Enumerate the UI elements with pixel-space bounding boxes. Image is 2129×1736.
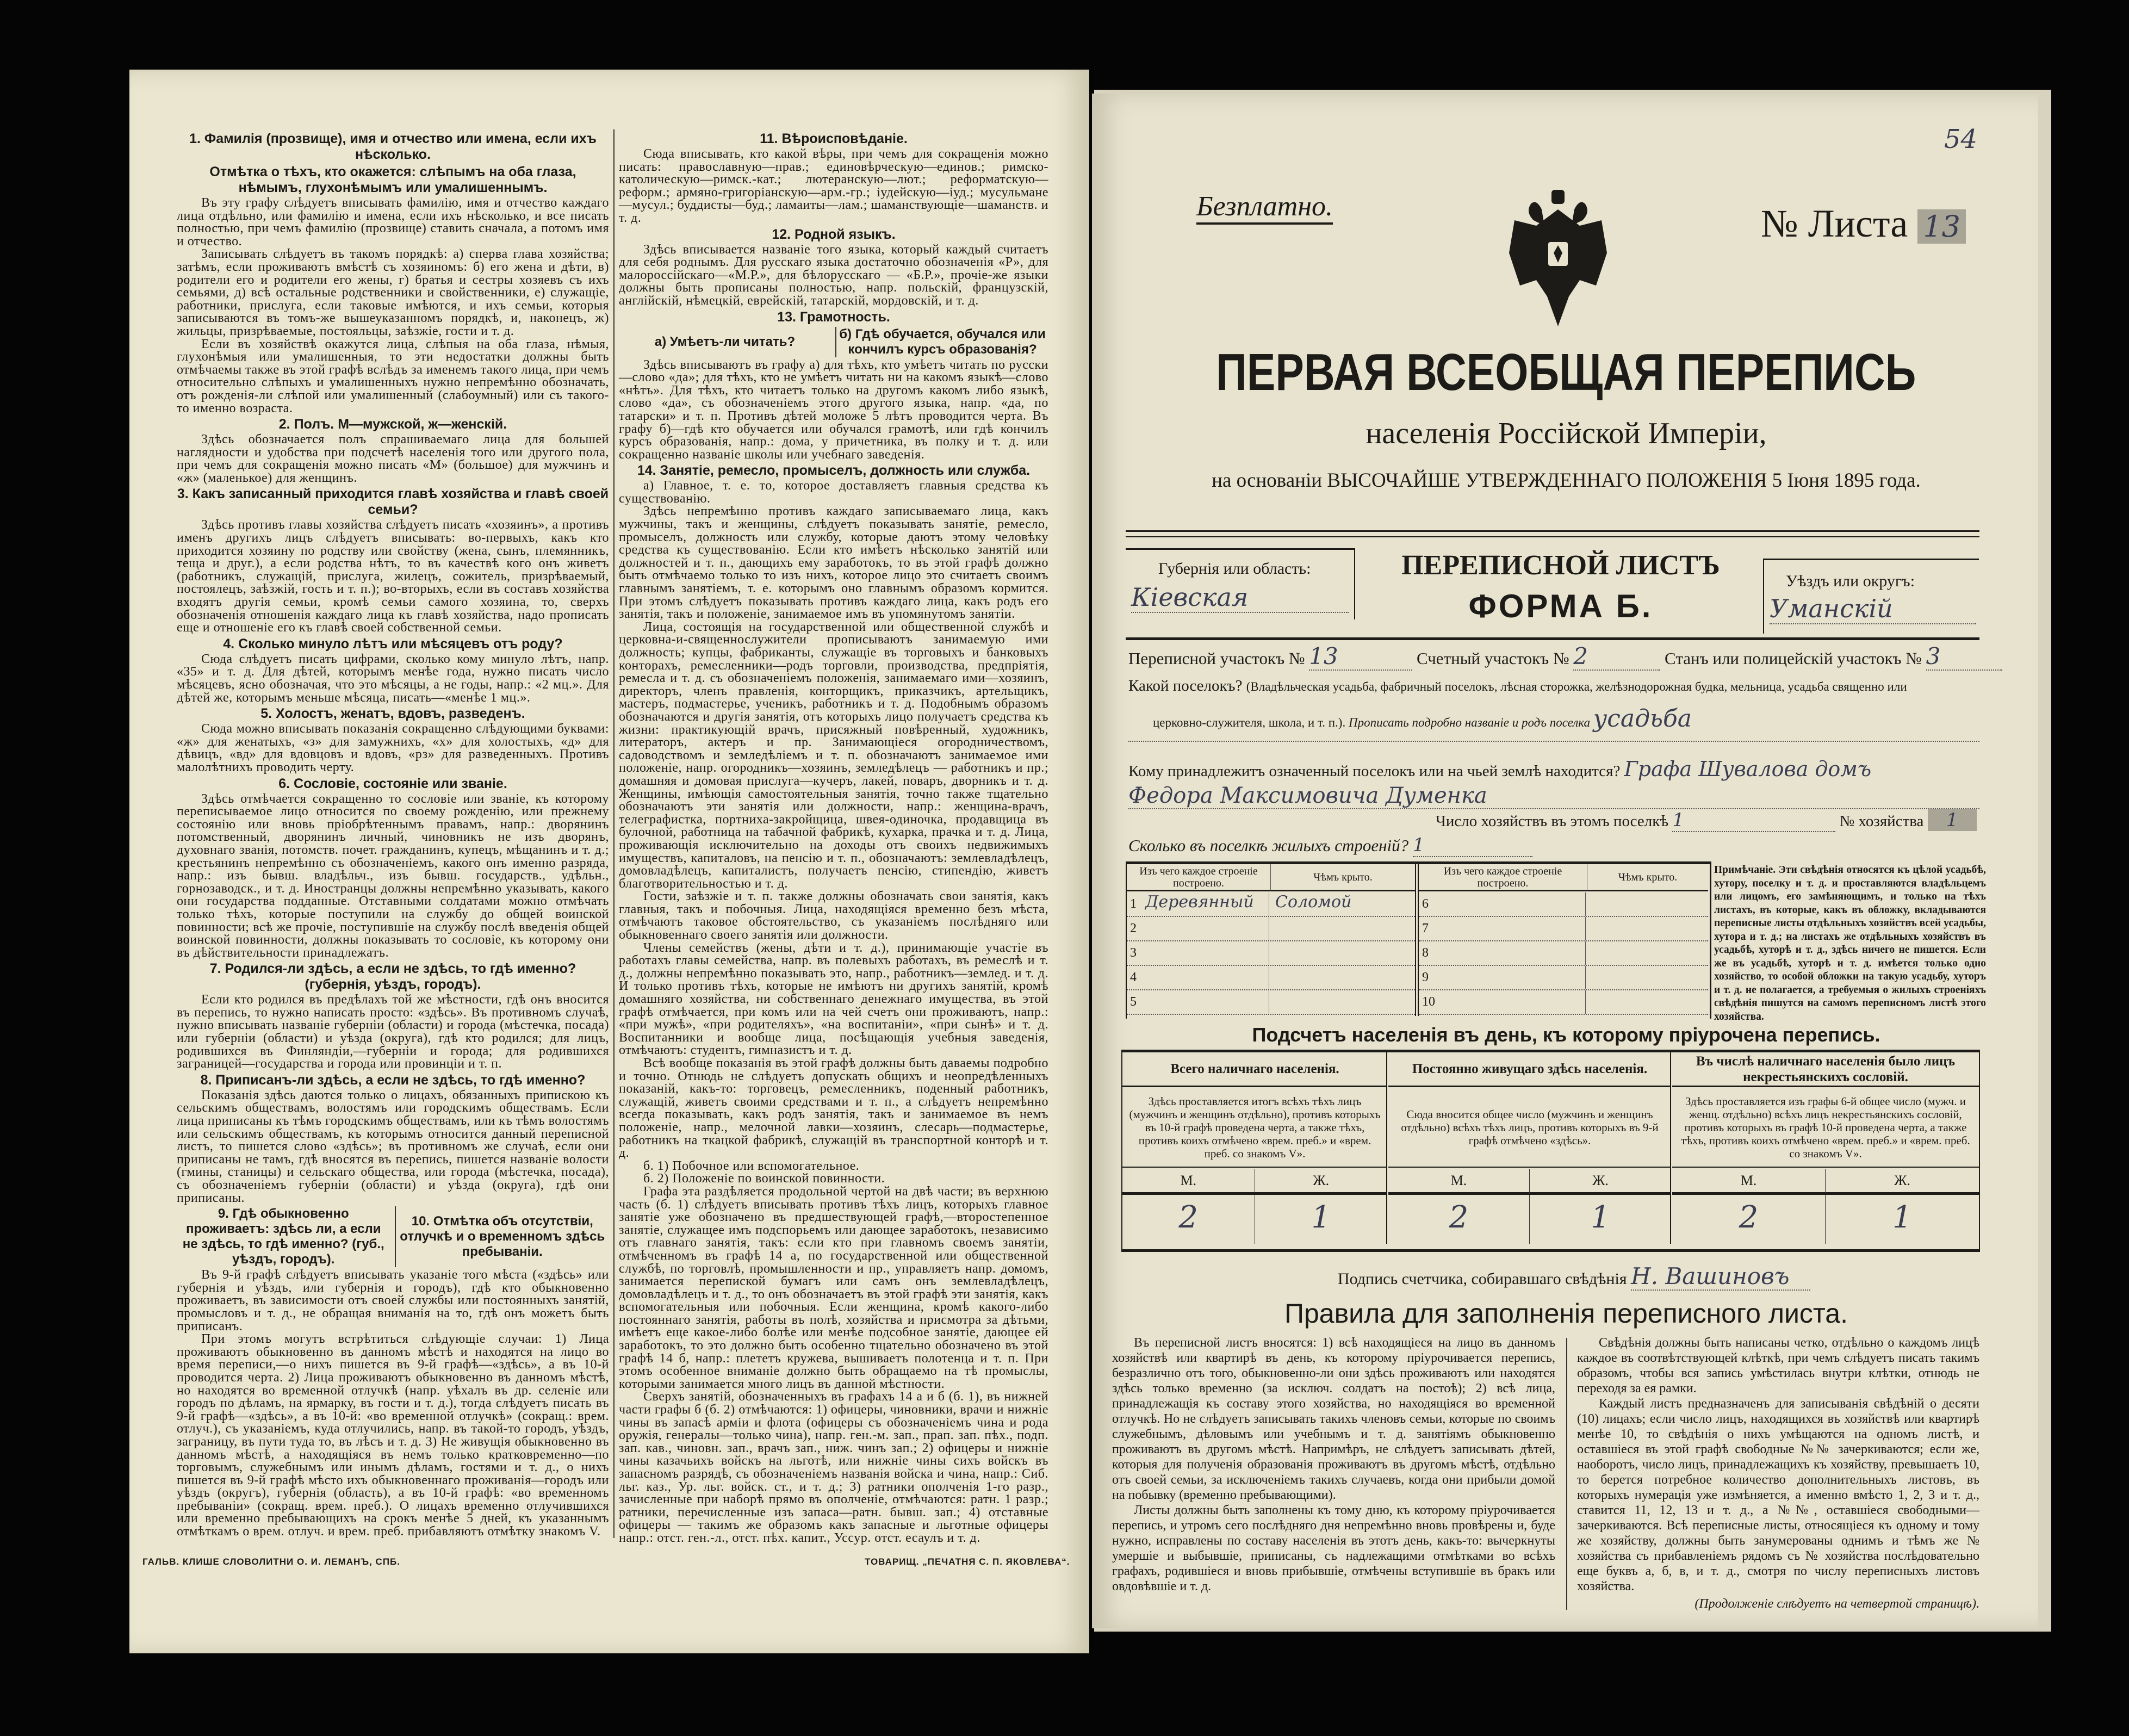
count-column-description: Здѣсь проставляется изъ графы 6-й общее число (мужч. и женщ. отдѣльно) всѣхъ лицъ некрестьянскихъ сословій, противъ которыхъ въ графѣ 10-й проведена черта, а также тѣхъ, противъ коихъ отмѣчено «врем. преб.» и «врем. преб. со знакомъ V». — [1672, 1088, 1979, 1168]
female-label: Ж. — [1530, 1169, 1671, 1195]
instruction-paragraph: Въ эту графу слѣдуетъ вписывать фамилію, имя и отчество каждаго лица отдѣльно, или фамилію и имена, если ихъ нѣсколько, и все писать полностью, при чемъ фамилію (прозвище) ставить сначала, а потомъ имя и отчество. — [177, 196, 609, 249]
instruction-paragraph: Всѣ вообще показанія въ этой графѣ должны быть даваемы подробно и точно. Отнюдь не слѣдуетъ допускать общихъ и неопредѣленныхъ показаній, какъ-то: торговецъ, ремесленникъ, поденный работникъ, служащій, живетъ своими средствами и т. п., а слѣдуетъ непремѣнно всегда показывать, какъ родъ занятія, такъ и занимаемое въ немъ положеніе, напр., мелочной лавки—хозяинъ, слесарь—подмастерье, работникъ на ткацкой фабрикѣ, служащій въ транспортной конторѣ и т. д. — [619, 1056, 1048, 1161]
header-roof: Чѣмъ крыто. — [1271, 864, 1415, 891]
split-section-heading — [619, 327, 1048, 357]
signature-label: Подпись счетчика, собиравшаго свѣдѣнія — [1338, 1270, 1627, 1288]
settlement-hint: (Владѣльческая усадьба, фабричный поселокъ, лѣсная сторожка, желѣзнодорожная будка, мельница, усадьба священно или — [1246, 680, 1907, 693]
building-row — [1127, 892, 1415, 917]
building-row — [1419, 892, 1708, 917]
building-row — [1419, 941, 1708, 966]
split-section-heading — [177, 1206, 609, 1267]
owner-value-1[interactable]: Графа Шувалова домъ — [1624, 757, 1872, 781]
owner-label: Кому принадлежитъ означенный поселокъ или на чьей землѣ находится? — [1128, 762, 1621, 780]
section-heading: 8. Приписанъ-ли здѣсь, а если не здѣсь, то гдѣ именно? — [200, 1072, 586, 1088]
female-count[interactable]: 1 — [1311, 1200, 1331, 1235]
title-wrap — [1088, 343, 2045, 402]
count-column-description: Здѣсь проставляется итогъ всѣхъ тѣхъ лицъ (мужчинъ и женщинъ отдѣльно), противъ которыхъ въ 10-й графѣ проведена черта, а также тѣхъ, противъ коихъ отмѣчено «врем. преб.» и «врем. преб. со знакомъ V». — [1122, 1088, 1387, 1168]
building-row — [1127, 917, 1415, 941]
material-field[interactable] — [1437, 892, 1586, 916]
rules-title: Правила для заполненія переписного листа. — [1284, 1298, 1848, 1329]
instruction-paragraph: Въ 9-й графѣ слѣдуетъ вписывать указаніе того мѣста («здѣсь» или губернія и уѣздъ, или губернія и городъ), гдѣ кто обыкновенно проживаетъ, въ зависимости отъ своей службы или постоянныхъ занятій, промысловъ и т. д., не обращая вниманія на то, гдѣ онъ можетъ быть приписанъ. — [177, 1268, 609, 1334]
count-section-label: Счетный участокъ № — [1416, 649, 1569, 668]
instruction-paragraph: Гости, заѣзжіе и т. п. также должны обозначать свои занятія, какъ главныя, такъ и побочныя. Лица, находящіяся временно безъ мѣста, отмѣчаютъ таковое обстоятельство, съ указаніемъ послѣдняго или обыкновеннаго своего занятія или должности. — [619, 889, 1048, 943]
instruction-paragraph: Записывать слѣдуетъ въ такомъ порядкѣ: а) сперва глава хозяйства; затѣмъ, если проживаютъ вмѣстѣ съ хозяиномъ: б) его жена и дѣти, в) родители его и родители его жены, г) братья и сестры хозяевъ съ ихъ семьями, д) всѣ остальные родственники и свойственники, е) служащіе, работники, прислуга, если таковые имѣются, и ихъ семьи, которыя записываются въ томъ-же вышеуказанномъ порядкѣ, и, наконецъ, ж) жильцы, призрѣваемые, постояльцы, заѣзжіе, гости и т. д. — [177, 247, 609, 338]
material-field[interactable] — [1437, 917, 1586, 940]
police-section-label: Станъ или полицейскій участокъ № — [1665, 649, 1922, 668]
material-field[interactable] — [1145, 990, 1269, 1014]
instruction-paragraph: Здѣсь противъ главы хозяйства слѣдуетъ писать «хозяинъ», а противъ именъ другихъ лицъ слѣдуетъ вписывать: во-первыхъ, какъ кто приходится хозяину по родству или свойству (жена, сынъ, племянникъ, теща и друг.), а если родства нѣтъ, то въ качествѣ кого онъ живетъ (работникъ, служащій, прислуга, жилецъ, сожитель, призрѣваемый, постоялецъ, заѣзжій, гость и т. п.); во-вторыхъ, если въ составъ хозяйства входятъ другія семьи, кромѣ семьи самого хозяина, то, сверхъ обозначенія отношенія каждаго лица къ главѣ хозяйства, надо прописать еще и отношеніе его къ главѣ своей собственной семьи. — [177, 518, 609, 635]
instruction-paragraph: Графа эта раздѣляется продольной чертой на двѣ части; въ верхнюю часть (б. 1) слѣдуетъ вписывать противъ тѣхъ лицъ, которыхъ главное занятіе уже обозначено въ предшествующей графѣ,—второстепенное занятіе, служащее имъ подспорьемъ или дающее заработокъ, независимо отъ главнаго занятія, такъ: если кто при главномъ своемъ занятіи, отмѣченномъ въ графѣ 14 а, по государственной или общественной службѣ, по торговлѣ, промышленности и пр., управляетъ напр. домомъ, занимается перепиской бумагъ или самъ онъ землевладѣлецъ, домовладѣлецъ и т. д., то онъ обозначаетъ въ этой графѣ эти занятія, какъ вспомогательныя или побочныя. Если женщина, кромѣ какого-либо постояннаго занятія, работы въ полѣ, хозяйства и присмотра за дѣтьми, имѣетъ еще какое-либо болѣе или менѣе подсобное занятіе, дающее ей заработокъ, то это должно быть особенно тщательно обозначено въ этой графѣ 14 б, напр.: плететъ кружева, вышиваетъ полотенца и т. п. При этомъ особенное вниманіе должно быть обращаемо на тѣ промыслы, которыми занимается много лицъ въ данной мѣстности. — [619, 1184, 1048, 1391]
material-field[interactable]: Деревянный — [1145, 892, 1269, 916]
rules-paragraph: Листы должны быть заполнены къ тому дню, къ которому пріурочивается перепись, и утромъ сего послѣдняго дня непремѣнно вновь провѣрены и, буде нужно, исправлены по составу населенія въ этотъ день, какъ-то: вычеркнуты умершіе и выбывшіе, приписаны, съ надлежащими отмѣтками во всѣхъ графахъ, родившіеся и вновь прибывшіе, отмѣчены вступившіе въ бракъ или овдовѣвшіе и т. д. — [1112, 1503, 1555, 1594]
section-heading-left: 9. Гдѣ обыкновенно проживаетъ: здѣсь ли, а если не здѣсь, то гдѣ именно? (губ., уѣздъ, городъ). — [177, 1206, 396, 1267]
settlement-label: Какой поселокъ? — [1128, 677, 1243, 695]
rules-divider — [1566, 1338, 1567, 1610]
instruction-paragraph: Сюда слѣдуетъ писать цифрами, сколько кому минуло лѣтъ, напр. «35» и т. д. Для дѣтей, которымъ менѣе года, нужно писать число мѣсяцевъ, ясно обозначая, что это мѣсяцы, а не годы, напр.: «2 мц.». Для дѣтей же, которымъ меньше мѣсяца, писать—«менѣе 1 мц.». — [177, 652, 609, 705]
instruction-paragraph: Сюда вписывать, кто какой вѣры, при чемъ для сокращенія можно писать: православную—прав.; единовѣрческую—единов.; римско-католическую—римск.-кат.; лютеранскую—лют.; реформатскую—реформ.; армяно-григоріанскую—арм.-гр.; іудейскую—іуд.; мусульмане—мусул.; буддисты—буд.; ламаиты—лам.; шаманствующіе—шаманств. и т. д. — [619, 147, 1048, 225]
building-row — [1127, 941, 1415, 966]
count-column — [1388, 1052, 1671, 1244]
sheet-number-value: 13 — [1917, 209, 1966, 244]
settlement-hint-2: церковно-служителя, школа, и т. п.). — [1153, 716, 1346, 729]
instruction-paragraph: Сверхъ занятій, обозначенныхъ въ графахъ 14 а и б (б. 1), въ нижней части графы б (б. 2) отмѣчаются: 1) офицеры, чиновники, врачи и нижніе чины въ запасѣ арміи и флота (офицеры съ обозначеніемъ чина и рода оружія, генералы—только чина), напр. ген.-м. зап., прап. зап. пѣх., подп. зап. кав., чиновн. зап., врачъ зап., ниж. чинъ зап.; 2) офицеры и нижніе чины казачьихъ войскъ на льготѣ, или нижніе чины сихъ войскъ въ запасномъ разрядѣ, съ обозначеніемъ названія войска и чина, напр.: Сиб. льг. каз., Ур. льг. войск. ст., и т. д.; 3) ратники ополченія 1-го разр., зачисленные при наборѣ прямо въ ополченіе, отмѣчаются: ратн. 1 разр.; ратники, перечисленные изъ запаса—ратн. бывш. зап.; 4) отставные офицеры — такимъ же образомъ какъ запасные и льготные офицеры напр.: отст. ген.-л., отст. пѣх. капит., Уссур. отст. есаулъ и т. д. — [619, 1390, 1048, 1545]
signature-row — [1338, 1263, 1810, 1291]
rules-column-2 — [1577, 1335, 1979, 1611]
form-name: ФОРМА Б. — [1468, 588, 1653, 624]
section-heading: 2. Полъ. М—мужской, ж—женскій. — [278, 417, 507, 432]
count-column — [1122, 1052, 1387, 1244]
female-count[interactable]: 1 — [1892, 1200, 1912, 1235]
section-heading-right: 10. Отмѣтка объ отсутствіи, отлучкѣ и о временномъ здѣсь пребываніи. — [400, 1214, 605, 1260]
section-heading: Отмѣтка о тѣхъ, кто окажется: слѣпымъ на оба глаза, нѣмымъ, глухонѣмымъ или умалишеннымъ. — [209, 164, 576, 195]
dwellings-value[interactable]: 1 — [1413, 834, 1532, 857]
male-label: М. — [1122, 1169, 1255, 1195]
instruction-paragraph: Если въ хозяйствѣ окажутся лица, слѣпыя на оба глаза, нѣмыя, глухонѣмыя или умалишенныя, то эти недостатки должны быть отмѣчаемы также въ этой графѣ вслѣдъ за именемъ такого лица, при чемъ относительно слѣпыхъ и умалишенныхъ нужно непремѣнно обозначать, отъ рожденія-ли слѣпой или умалишенный (слабоумный) или съ такого-то именно возраста. — [177, 337, 609, 416]
double-headed-eagle-icon — [1504, 188, 1612, 329]
printer-credit-right: ТОВАРИЩ. „ПЕЧАТНЯ С. П. ЯКОВЛЕВА“. — [865, 1557, 1070, 1567]
count-column-description: Сюда вносится общее число (мужчинъ и женщинъ отдѣльно) всѣхъ тѣхъ лицъ, противъ которыхъ въ 9-й графѣ отмѣчено «здѣсь». — [1388, 1088, 1671, 1168]
female-label: Ж. — [1255, 1169, 1388, 1195]
row-number: 7 — [1422, 921, 1429, 935]
building-row — [1419, 966, 1708, 990]
instruction-paragraph: Показанія здѣсь даются только о лицахъ, обязанныхъ припискою къ сельскимъ обществамъ, волостямъ или городскимъ обществамъ. Если лица приписаны къ тѣмъ городскимъ обществамъ, или къ тѣмъ волостямъ или сельскимъ обществамъ, къ которымъ относится данный переписной листъ, то пишется слово «здѣсь»; въ противномъ же случаѣ, если они приписаны не тамъ, гдѣ вносятся въ перепись, пишется названіе волости (гмины, станицы) и сельскаго общества, или города (мѣстечка, посада), съ обозначеніемъ губерніи (области) и уѣзда (округа), гдѣ они приписаны. — [177, 1088, 609, 1205]
material-field[interactable] — [1145, 941, 1269, 965]
instruction-paragraph: Здѣсь обозначается полъ спрашиваемаго лица для большей наглядности и удобства при подсчетѣ населенія того или другого пола, при чемъ для сокращенія можно писать «М» (большое) для мужчинъ и «ж» (маленькое) для женщинъ. — [177, 432, 609, 485]
rules-paragraph: Каждый листъ предназначенъ для записыванія свѣдѣній о десяти (10) лицахъ; если число лицъ, находящихся въ хозяйствѣ или квартирѣ менѣе 10, то свѣдѣнія о нихъ умѣщаются на одномъ листѣ, и оставшіеся въ этой графѣ свободные №№ зачеркиваются; если же, наоборотъ, число лицъ, принадлежащихъ къ хозяйству, превышаетъ 10, то берется потребное количество дополнительныхъ листовъ, въ которыхъ нумерація уже измѣняется, а именно вмѣсто 1, 2, 3 и т. д., ставится 11, 12, 13 и т. д., а №№, оставшіеся свободными—зачеркиваются. Всѣ переписные листы, относящіеся къ одному и тому же хозяйству, должны быть занумерованы однимъ и тѣмъ же № хозяйства съ прибавленіемъ рядомъ съ № хозяйства послѣдовательно еще буквъ а, б, в, и т. д., смотря по числу переписныхъ листовъ хозяйства. — [1577, 1397, 1979, 1594]
instruction-paragraph: Если кто родился въ предѣлахъ той же мѣстности, гдѣ онъ вносится въ перепись, то нужно написать просто: «здѣсь». Въ противномъ случаѣ, нужно вписывать названіе губерніи (области) и города (мѣстечка, посада) или губерніи (области) и уѣзда (округа), гдѣ кто родился; для лицъ, родившихся въ Финляндіи,—губерніи и города; для родившихся заграницей—государства и города или провинціи и т. п. — [177, 993, 609, 1071]
document-title: ПЕРВАЯ ВСЕОБЩАЯ ПЕРЕПИСЬ — [1216, 343, 1916, 401]
building-row — [1127, 966, 1415, 990]
instructions-column-1 — [177, 129, 609, 1539]
rules-column-1 — [1112, 1335, 1555, 1594]
row-number: 10 — [1422, 995, 1435, 1009]
form-title: ПЕРЕПИСНОЙ ЛИСТЪ — [1401, 550, 1720, 581]
row-number: 9 — [1422, 970, 1429, 984]
material-field[interactable] — [1437, 966, 1586, 989]
dwellings-label: Сколько въ поселкѣ жилыхъ строеній? — [1128, 836, 1409, 855]
count-title: Подсчетъ населенія въ день, къ которому пріурочена перепись. — [1252, 1024, 1880, 1046]
enumerator-signature[interactable]: Н. Вашиновъ — [1631, 1263, 1810, 1291]
count-column-header: Всего наличнаго населенія. — [1122, 1052, 1387, 1087]
printer-credit-left: ГАЛЬВ. КЛИШЕ СЛОВОЛИТНИ О. И. ЛЕМАНЪ, СПБ. — [142, 1557, 400, 1567]
instruction-paragraph: Здѣсь вписывается названіе того языка, который каждый считаетъ для себя роднымъ. Для русскаго языка достаточно обозначенія «Р», для малороссійскаго—«М.Р.», для бѣлорусскаго — «Б.Р.», прочіе-же языки должны быть прописаны полностью, напр. польскій, французскій, англійскій, нѣмецкій, еврейскій, татарскій, мордовскій, и т. д. — [619, 242, 1048, 308]
district-box — [1763, 559, 1979, 634]
instruction-paragraph: Здѣсь отмѣчается сокращенно то сословіе или званіе, къ которому переписываемое лицо относится по своему рожденію, или прежнему состоянію или вновь пріобрѣтеннымъ правамъ, напр.: дворянинъ потомственный, дворянинъ личный, чиновникъ не изъ дворянъ, духовнаго званія, потомств. почет. гражданинъ, купецъ, мѣщанинъ и т. д.; крестьянинъ непремѣнно съ обозначеніемъ, какого онъ именно разряда, напр.: изъ бывш. владѣльч., изъ бывш. государств., удѣльн., горнозаводск., и т. д. Иностранцы должны непремѣнно указывать, какого они государства подданные. Отставными солдатами можно отмѣчать только тѣхъ, которые поступили на службу до общей воинской повинности; всѣ же прочіе, поступившіе на службу послѣ введенія общей воинской повинности, должны показывать то сословіе, къ которому они въ дѣйствительности принадлежатъ. — [177, 791, 609, 960]
households-label: Число хозяйствъ въ этомъ поселкѣ — [1436, 813, 1669, 830]
building-row — [1419, 990, 1708, 1015]
dwellings-row — [1128, 834, 1532, 857]
header-material: Изъ чего каждое строеніе построено. — [1419, 864, 1587, 891]
district-label: Уѣздъ или округъ: — [1786, 572, 1915, 590]
header-roof: Чѣмъ крыто. — [1587, 864, 1708, 891]
province-box — [1126, 548, 1355, 619]
section-row — [1128, 643, 2002, 671]
material-field[interactable] — [1437, 941, 1586, 965]
male-count[interactable]: 2 — [1388, 1195, 1530, 1244]
building-row — [1127, 990, 1415, 1015]
police-section-value[interactable]: 3 — [1926, 643, 2002, 671]
count-column — [1672, 1052, 1979, 1244]
row-number: 4 — [1130, 970, 1137, 984]
households-value[interactable]: 1 — [1672, 809, 1835, 832]
section-heading: 1. Фамилія (прозвище), имя и отчество или имена, если ихъ нѣсколько. — [189, 131, 597, 162]
rules-paragraph: Свѣдѣнія должны быть написаны четко, отдѣльно о каждомъ лицѣ каждое въ соотвѣтствующей клѣткѣ, при чемъ слѣдуетъ писать такимъ образомъ, чтобы вся запись умѣстилась внутри клѣтки, отнюдь не переходя за ея рамки. — [1577, 1336, 1979, 1396]
instruction-paragraph: б. 2) Положеніе по воинской повинности. — [643, 1171, 885, 1186]
count-section-value[interactable]: 2 — [1573, 643, 1660, 671]
row-number: 6 — [1422, 897, 1429, 911]
material-field[interactable] — [1437, 990, 1586, 1014]
household-number-value[interactable]: 1 — [1928, 809, 1977, 831]
section-heading: 5. Холостъ, женатъ, вдовъ, разведенъ. — [260, 706, 525, 722]
instructions-column-2 — [619, 129, 1048, 1545]
section-heading: 7. Родился-ли здѣсь, а если не здѣсь, то гдѣ именно? (губернія, уѣздъ, городъ). — [209, 961, 576, 993]
male-label: М. — [1388, 1169, 1530, 1195]
sheet-number-field — [1761, 201, 1966, 246]
row-number: 5 — [1130, 995, 1137, 1009]
material-field[interactable] — [1145, 966, 1269, 989]
count-column-header: Постоянно живущаго здѣсь населенія. — [1388, 1052, 1671, 1087]
male-count[interactable]: 2 — [1122, 1195, 1255, 1244]
material-field[interactable] — [1145, 917, 1269, 940]
free-label: Безплатно. — [1196, 190, 1333, 225]
section-heading: 4. Сколько минуло лѣтъ или мѣсяцевъ отъ роду? — [223, 636, 563, 652]
document-subtitle: населенія Россійской Имперіи, — [1365, 417, 1767, 450]
owner-row — [1128, 757, 1871, 781]
province-value[interactable]: Кіевская — [1131, 582, 1349, 613]
row-number: 2 — [1130, 921, 1137, 935]
header-material: Изъ чего каждое строеніе построено. — [1127, 864, 1271, 891]
district-value[interactable]: Уманскій — [1770, 594, 1976, 624]
sheet-number-label: № Листа — [1761, 202, 1908, 245]
section-heading: 13. Грамотность. — [777, 309, 890, 325]
female-count[interactable]: 1 — [1591, 1200, 1610, 1235]
settlement-instruction: Прописать подробно названіе и родъ поселка — [1348, 716, 1590, 729]
row-number: 1 — [1130, 897, 1137, 911]
instruction-paragraph: Члены семействъ (жены, дѣти и т. д.), принимающіе участіе въ работахъ главы семейства, напр. въ полевыхъ работахъ, въ ремеслѣ и т. д., должны непремѣнно показывать это, напр., работникъ—землед. и т. д. И только противъ тѣхъ, которые не имѣютъ ни другихъ занятій, кромѣ домашняго хозяйства, ни собственнаго денежнаго имущества, въ этой графѣ отмѣчается, при комъ или на чей счетъ они проживаютъ, напр.: «при мужѣ», «при родителяхъ», «на воспитаніи», «при сынѣ» и т. д. Воспитанники и вообще лица, посѣщающія учебныя заведенія, отмѣчаютъ: студентъ, гимназистъ и т. д. — [619, 940, 1048, 1058]
roof-field[interactable]: Соломой — [1275, 892, 1352, 912]
settlement-value[interactable]: усадьба — [1593, 705, 1692, 733]
section-heading: 14. Занятіе, ремесло, промыселъ, должность или служба. — [637, 463, 1031, 479]
buildings-table — [1126, 861, 1711, 1019]
province-label: Губернія или область: — [1158, 560, 1311, 578]
section-heading: 3. Какъ записанный приходится главѣ хозяйства и главѣ своей семьи? — [177, 486, 609, 518]
table-double-divider — [1415, 864, 1419, 1016]
household-number-label: № хозяйства — [1839, 813, 1924, 830]
section-heading-left: а) Умѣетъ-ли читать? — [619, 327, 836, 357]
building-row — [1419, 917, 1708, 941]
instruction-paragraph: При этомъ могутъ встрѣтиться слѣдующіе случаи: 1) Лица проживаютъ обыкновенно въ данномъ мѣстѣ и находятся на лицо во время переписи,—о нихъ пишется въ 9-й графѣ—«здѣсь», а въ 10-й проводится черта. 2) Лица проживаютъ обыкновенно въ данномъ мѣстѣ, но находятся во временной отлучкѣ (напр. уѣхалъ въ др. селеніе или городъ по дѣламъ, на ярмарку, въ гости и т. д.), тогда слѣдуетъ писать въ 9-й графѣ—«здѣсь», а въ 10-й: «во временной отлучкѣ» (сокращ.: врем. отлуч.), съ указаніемъ, куда отлучились, напр. въ такой-то городъ, уѣздъ, заграницу, въ пути туда то, въ лѣсъ и т. д. 3) Не живущія обыкновенно въ данномъ мѣстѣ, а находящіяся въ немъ только кратковременно—по торговымъ, служебнымъ или инымъ дѣламъ, гостями и т. д., о нихъ пишется въ 9-й графѣ мѣсто ихъ обыкновеннаго проживанія—городъ или уѣздъ (округъ), губернія (область), а въ 10-й графѣ: «во временномъ пребываніи» (сокращ. врем. преб.). О лицахъ временно отлучившихся или временно пребывающихъ на срокъ менѣе 5 дней, къ указаннымъ отмѣткамъ о врем. отлуч. и врем. преб. прибавляютъ отмѣтку знакомъ V. — [177, 1332, 609, 1539]
count-column-header: Въ числѣ наличнаго населенія было лицъ некрестьянскихъ сословій. — [1672, 1052, 1979, 1087]
instruction-paragraph: а) Главное, т. е. то, которое доставляетъ главныя средства къ существованію. — [619, 479, 1048, 506]
instruction-paragraph: Сюда можно вписывать показанія сокращенно слѣдующими буквами: «ж» для женатыхъ, «з» для замужнихъ, «х» для холостыхъ, «д» для дѣвицъ, «вд» для вдовцовъ и вдовъ, «рз» для разведенныхъ. Противъ малолѣтнихъ проводить черту. — [177, 722, 609, 774]
page-number: 54 — [1944, 124, 1978, 154]
row-number: 8 — [1422, 946, 1429, 960]
male-count[interactable]: 2 — [1672, 1195, 1826, 1244]
settlement-row — [1128, 677, 1907, 695]
instruction-paragraph: Лица, состоящія на государственной или общественной службѣ и церковна-и-священнослужители прописываютъ занимаемую ими должность; купцы, фабриканты, служащіе въ торговыхъ и банковыхъ конторахъ, ремесленники—родъ торговли, производства, предпріятія, ремесла и т. д. съ обозначеніемъ положенія, занимаемаго ими—хозяинъ, директоръ, членъ правленія, конторщикъ, приказчикъ, артельщикъ, мастеръ, подмастерье, ученикъ, работникъ и т. д. Подобнымъ образомъ обозначаются и другія занятія, отъ которыхъ лицо получаетъ средства къ жизни: практикующій врачъ, присяжный повѣренный, художникъ, литераторъ, актеръ и пр. Занимающіеся огородничествомъ, садоводствомъ и земледѣліемъ и т. п. обозначаютъ занимаемое ими положеніе, напр. огородникъ—хозяинъ, земледѣлецъ — работникъ и пр.; домашняя и домовая прислуга—кучеръ, лакей, поваръ, дворникъ и т. д. Женщины, имѣющія самостоятельныя занятія, точно также тщательно обозначаютъ эти занятія или должности, напр.: женщина-врачъ, телеграфистка, портниха-закройщица, швея-одиночка, продавщица въ булочной, работница на табачной фабрикѣ, кухарка, прачка и т. д. Лица, проживающія исключительно на доходы отъ своихъ недвижимыхъ имуществъ, капиталовъ, на пенсію и т. п., обозначаютъ: землевладѣлецъ, домовладѣлецъ, капиталистъ, получаетъ пенсію, стипендію, живетъ благотворительностью и т. д. — [619, 619, 1048, 891]
population-count-table — [1121, 1050, 1980, 1252]
section-heading-right: б) Гдѣ обучается, обучался или кончилъ курсъ образованія? — [839, 326, 1046, 357]
households-row — [1436, 809, 1977, 832]
instruction-paragraph: Здѣсь непремѣнно противъ каждаго записываемаго лица, какъ мужчины, такъ и женщины, слѣдуетъ показывать занятіе, ремесло, промыселъ, должность или службу, которые даютъ этому человѣку средства къ существованію. Если кто имѣетъ нѣсколько занятій или должностей и т. п., дающихъ ему заработокъ, то въ этой графѣ должно быть отмѣчаемо только то изъ нихъ, которое лицо это считаетъ своимъ главнымъ занятіемъ, т. е. которымъ оно главнымъ образомъ кормится. При этомъ слѣдуетъ показывать противъ каждаго лица, какъ родъ его занятія, такъ и положеніе, занимаемое имъ въ упомянутомъ занятіи. — [619, 504, 1048, 622]
census-section-value[interactable]: 13 — [1309, 643, 1412, 671]
owner-value-2[interactable]: Федора Максимовича Думенка — [1128, 783, 1979, 809]
instruction-paragraph: Здѣсь вписываютъ въ графу а) для тѣхъ, кто умѣетъ читать по русски—слово «да»; для тѣхъ, кто не умѣетъ читать ни на какомъ языкѣ—слово «нѣтъ». Для тѣхъ, кто читаетъ только на другомъ какомъ либо языкѣ, слово «да», съ обозначеніемъ этого другого языка, напр. «да, по татарски» и т. п. Противъ дѣтей моложе 5 лѣтъ проводится черта. Въ графу б)—гдѣ кто обучается или обучался грамотѣ, или гдѣ кончилъ курсъ образованія, напр.: дома, у причетника, въ полку и т. д. или сокращенно названіе школы или учебнаго заведенія. — [619, 357, 1048, 462]
male-label: М. — [1672, 1169, 1826, 1195]
section-heading: 6. Сословіе, состояніе или званіе. — [278, 776, 507, 791]
row-number: 3 — [1130, 946, 1137, 960]
female-label: Ж. — [1826, 1169, 1979, 1195]
section-heading: 11. Вѣроисповѣданіе. — [760, 131, 908, 146]
buildings-note: Примѣчаніе. Эти свѣдѣнія относятся къ цѣлой усадьбѣ, хутору, поселку и т. д. и проставляются владѣльцемъ или лицомъ, его замѣняющимъ, и только на тѣхъ листахъ, въ которые, какъ въ обложку, вкладываются переписные листы отдѣльныхъ хозяйствъ всей усадьбы, хутора и т. д.; на листахъ же отдѣльныхъ хозяйствъ въ усадьбѣ, хуторѣ и т. д., здѣсь ничего не пишется. Если же въ усадьбѣ, хуторѣ и т. д. имѣется только одно хозяйство, то особой обложки на такую усадьбу, хуторъ и т. д. не полагается, а требуемыя о жилыхъ строеніяхъ свѣдѣнія пишутся на самомъ переписномъ листѣ этого хозяйства. — [1714, 864, 1986, 1022]
rules-paragraph: Въ переписной листъ вносятся: 1) всѣ находящіеся на лицо въ данномъ хозяйствѣ или квартирѣ въ день, къ которому пріурочивается перепись, безразлично отъ того, обыкновенно-ли они здѣсь проживаютъ или находятся здѣсь только временно (за исключ. солдатъ на постоѣ); 2) всѣ лица, принадлежащія къ составу этого хозяйства, но находящіяся во временной отлучкѣ. Но не слѣдуетъ записывать такихъ членовъ семьи, которые по своимъ служебнымъ, дѣловымъ или учебнымъ и т. д. занятіямъ обыкновенно проживаютъ въ другомъ мѣстѣ. Напримѣръ, не слѣдуетъ записывать дѣтей, которыя для полученія образованія проживаютъ въ другомъ мѣстѣ, отдѣльно отъ своей семьи, за исключеніемъ такихъ случаевъ, когда они прибыли домой на побывку (временно пребывающими). — [1112, 1336, 1555, 1502]
census-section-label: Переписной участокъ № — [1128, 649, 1305, 668]
legal-basis: на основаніи ВЫСОЧАЙШЕ УТВЕРЖДЕННАГО ПОЛОЖЕНІЯ 5 Іюня 1895 года. — [1212, 469, 1921, 492]
column-divider — [613, 129, 615, 1538]
section-heading: 12. Родной языкъ. — [772, 226, 896, 242]
instruction-paragraph: б. 1) Побочное или вспомогательное. — [643, 1158, 860, 1173]
continued-note: (Продолженіе слѣдуетъ на четвертой страницѣ). — [1694, 1597, 1979, 1611]
settlement-row-2 — [1153, 705, 1692, 733]
